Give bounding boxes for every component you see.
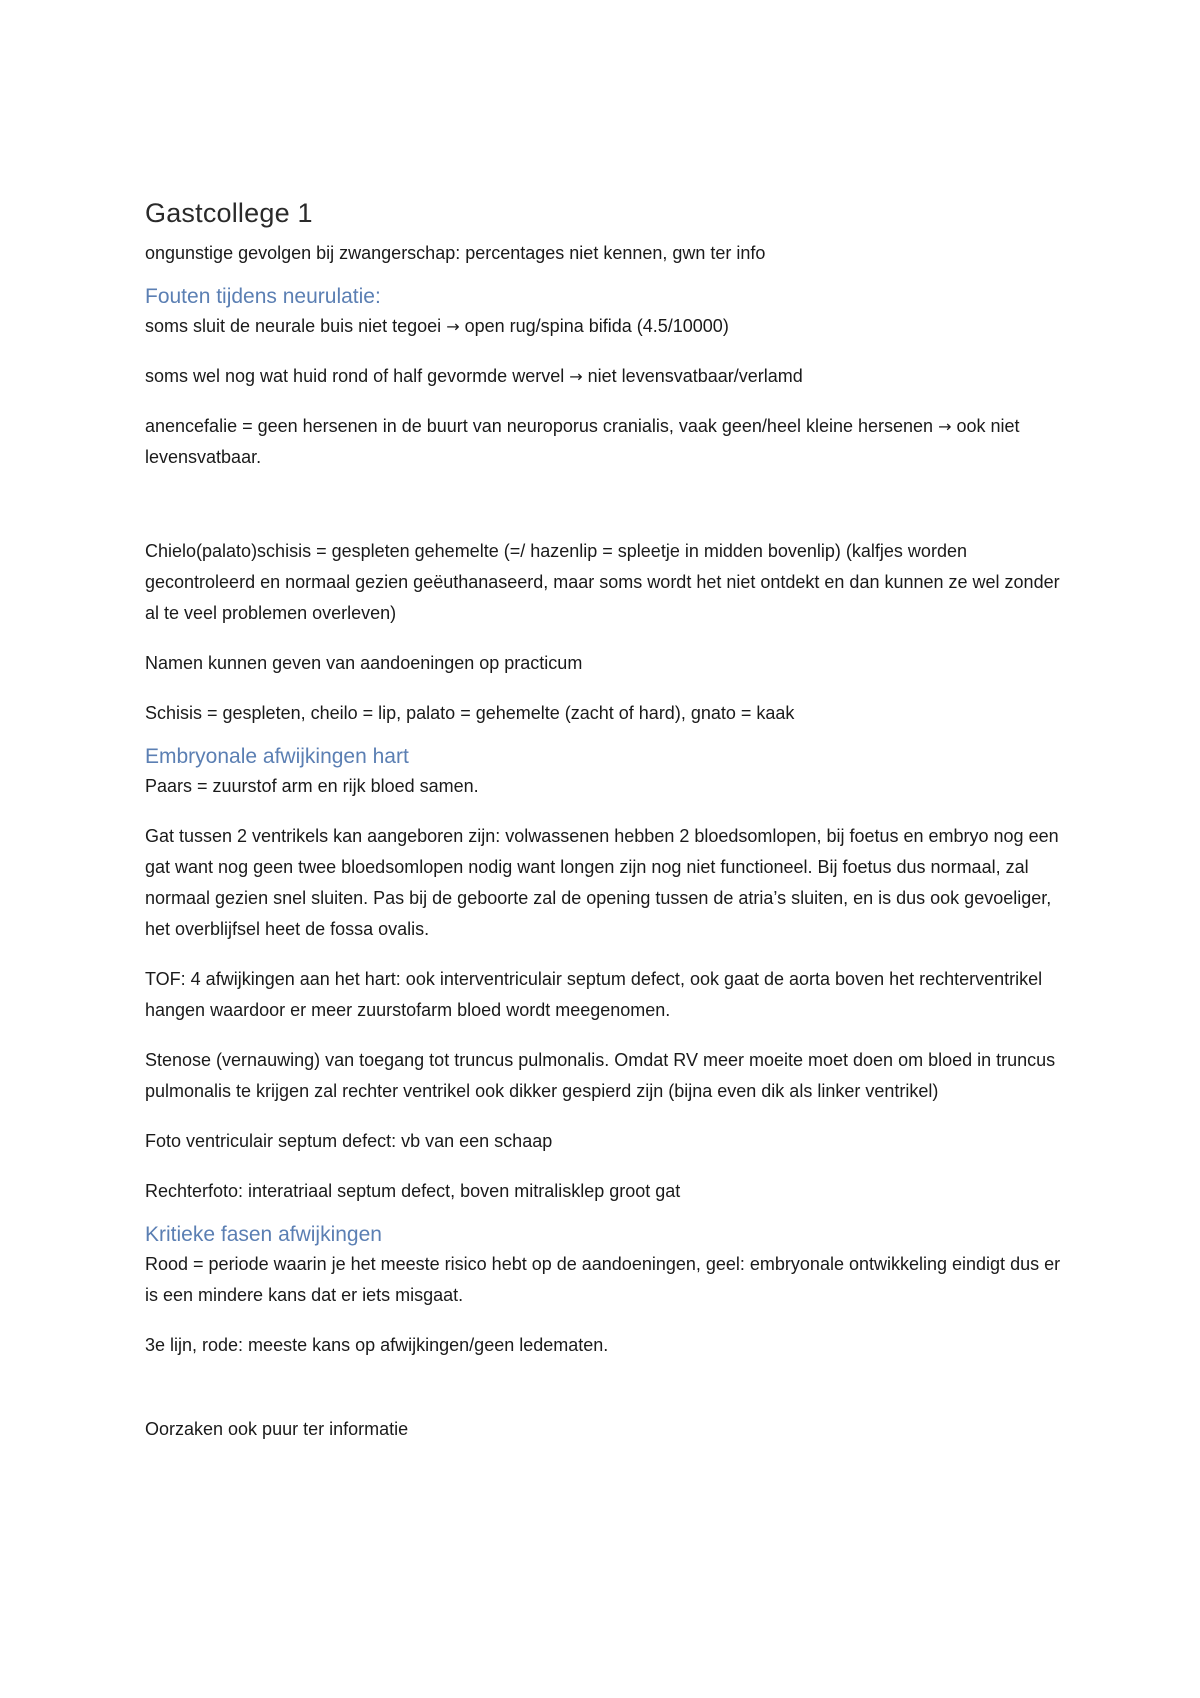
- paragraph-text: soms sluit de neurale buis niet tegoei: [145, 316, 442, 336]
- paragraph-3e-lijn: 3e lijn, rode: meeste kans op afwijkingen/geen ledematen.: [145, 1335, 609, 1355]
- heading-neurulatie: Fouten tijdens neurulatie:: [145, 285, 381, 308]
- heading-kritieke-fasen: Kritieke fasen afwijkingen: [145, 1223, 382, 1246]
- paragraph-tof: TOF: 4 afwijkingen aan het hart: ook interventriculair septum defect, ook gaat de aorta boven het rechterventrikel hangen waardoor er meer zuurstofarm bloed wordt meegenomen.: [145, 969, 1043, 1020]
- blank-line: [145, 492, 1075, 536]
- paragraph-paars: Paars = zuurstof arm en rijk bloed samen.: [145, 776, 479, 796]
- paragraph-practicum: Namen kunnen geven van aandoeningen op practicum: [145, 653, 583, 673]
- paragraph-text: ook niet levensvatbaar.: [145, 416, 1020, 467]
- paragraph-rechterfoto: Rechterfoto: interatriaal septum defect, boven mitralisklep groot gat: [145, 1181, 681, 1201]
- document-page: [145, 196, 1075, 1464]
- paragraph-ventrikels: Gat tussen 2 ventrikels kan aangeboren zijn: volwassenen hebben 2 bloedsomlopen, bij foetus en embryo nog een gat want nog geen twee bloedsomlopen nodig want longen zijn nog niet functioneel. Bij foetus dus normaal, zal normaal gezien snel sluiten. Pas bij de geboorte zal de opening tussen de atria’s sluiten, en is dus ook gevoeliger, het overblijfsel heet de fossa ovalis.: [145, 826, 1059, 939]
- paragraph-stenose: Stenose (vernauwing) van toegang tot truncus pulmonalis. Omdat RV meer moeite moet doen om bloed in truncus pulmonalis te krijgen zal rechter ventrikel ook dikker gespierd zijn (bijna even dik als linker ventrikel): [145, 1050, 1056, 1101]
- paragraph-rood: Rood = periode waarin je het meeste risico hebt op de aandoeningen, geel: embryonale ontwikkeling eindigt dus er is een mindere kans dat er iets misgaat.: [145, 1254, 1061, 1305]
- paragraph-anencefalie: [145, 411, 1075, 473]
- intro-paragraph: ongunstige gevolgen bij zwangerschap: percentages niet kennen, gwn ter info: [145, 243, 766, 263]
- paragraph-text: soms wel nog wat huid rond of half gevormde wervel: [145, 366, 565, 386]
- page-title: Gastcollege 1: [145, 198, 313, 228]
- arrow-right-icon: →: [938, 417, 952, 436]
- paragraph-foto-vsd: Foto ventriculair septum defect: vb van een schaap: [145, 1131, 553, 1151]
- paragraph-schisis: Chielo(palato)schisis = gespleten gehemelte (=/ hazenlip = spleetje in midden bovenlip) (kalfjes worden gecontroleerd en normaal gezien geëuthanaseerd, maar soms wordt het niet ontdekt en dan kunnen ze wel zonder al te veel problemen overleven): [145, 541, 1060, 623]
- arrow-right-icon: →: [569, 367, 583, 386]
- paragraph-definitions: Schisis = gespleten, cheilo = lip, palato = gehemelte (zacht of hard), gnato = kaak: [145, 703, 795, 723]
- arrow-right-icon: →: [446, 317, 460, 336]
- paragraph-text: open rug/spina bifida (4.5/10000): [464, 316, 729, 336]
- paragraph-oorzaken: Oorzaken ook puur ter informatie: [145, 1419, 409, 1439]
- blank-line: [145, 1380, 1075, 1414]
- heading-hart: Embryonale afwijkingen hart: [145, 745, 409, 768]
- paragraph-text: anencefalie = geen hersenen in de buurt van neuroporus cranialis, vaak geen/heel kleine hersenen: [145, 416, 934, 436]
- paragraph-wervel: [145, 361, 1075, 392]
- paragraph-text: niet levensvatbaar/verlamd: [587, 366, 803, 386]
- paragraph-neurale-buis: [145, 311, 1075, 342]
